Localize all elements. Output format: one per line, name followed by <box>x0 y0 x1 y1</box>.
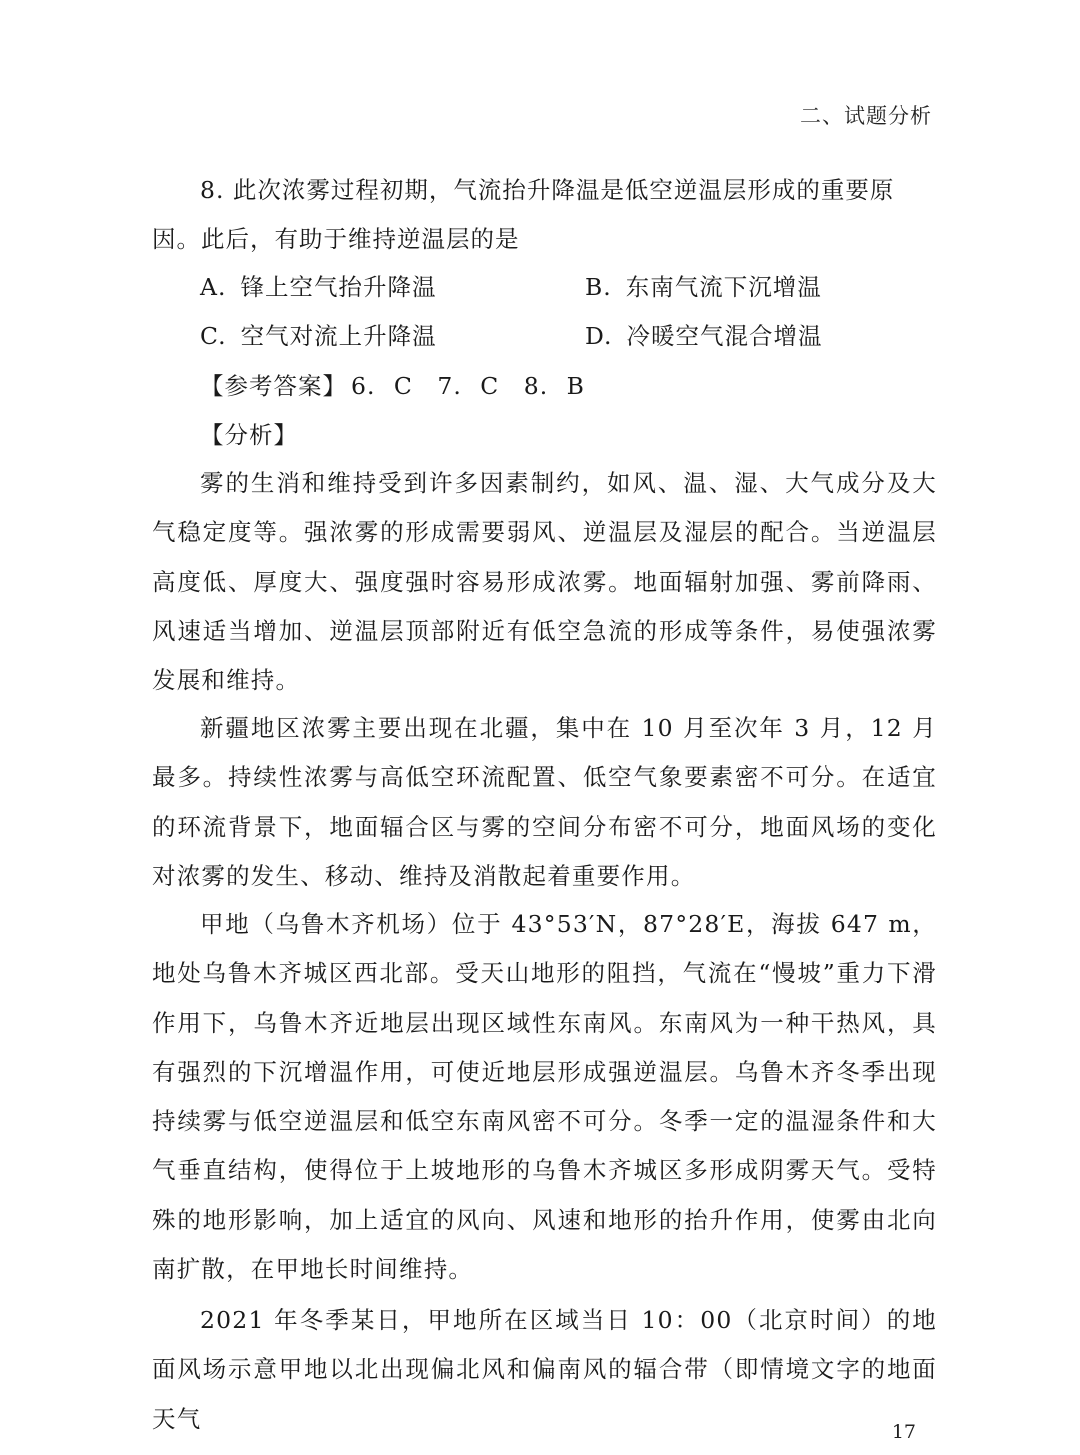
analysis-title: 【分析】 <box>200 421 298 449</box>
option-text: 东南气流下沉增温 <box>625 273 822 301</box>
option-text: 锋上空气抬升降温 <box>240 273 437 301</box>
option-letter: D. <box>585 322 613 350</box>
option-d <box>585 312 822 361</box>
paragraph-text: 甲地（乌鲁木齐机场）位于 43°53′N，87°28′E，海拔 647 m，地处乌鲁木齐城区西北部。受天山地形的阻挡，气流在“慢坡”重力下滑作用下，乌鲁木齐近地层出现区域性东南风。东南风为一种干热风，具有强烈的下沉增温作用，可使近地层形成强逆温层。乌鲁木齐冬季出现持续雾与低空逆温层和低空东南风密不可分。冬季一定的温湿条件和大气垂直结构，使得位于上坡地形的乌鲁木齐城区多形成阴雾天气。受特殊的地形影响，加上适宜的风向、风速和地形的抬升作用，使雾由北向南扩散，在甲地长时间维持。 <box>152 910 937 1284</box>
reference-answer <box>200 362 585 411</box>
question-stem: 8. 此次浓雾过程初期，气流抬升降温是低空逆温层形成的重要原因。此后，有助于维持逆温层的是 <box>152 176 895 253</box>
option-letter: C. <box>200 322 227 350</box>
analysis-paragraph-4 <box>152 1296 937 1444</box>
option-letter: B. <box>585 273 612 301</box>
option-text: 空气对流上升降温 <box>240 322 437 350</box>
answer-label: 【参考答案】 <box>200 372 347 400</box>
option-letter: A. <box>200 273 227 301</box>
analysis-paragraph-2 <box>152 704 937 901</box>
answer-values: 6. C 7. C 8. B <box>351 372 585 400</box>
option-c <box>200 312 437 361</box>
option-a <box>200 263 436 312</box>
page-number: 17 <box>891 1421 916 1443</box>
section-header: 二、试题分析 <box>800 104 932 128</box>
paragraph-text: 雾的生消和维持受到许多因素制约，如风、温、湿、大气成分及大气稳定度等。强浓雾的形成需要弱风、逆温层及湿层的配合。当逆温层高度低、厚度大、强度强时容易形成浓雾。地面辐射加强、雾前降雨、风速适当增加、逆温层顶部附近有低空急流的形成等条件，易使强浓雾发展和维持。 <box>152 469 937 695</box>
option-text: 冷暖空气混合增温 <box>626 322 823 350</box>
analysis-paragraph-1 <box>152 459 937 705</box>
option-b <box>585 263 822 312</box>
paragraph-text: 2021 年冬季某日，甲地所在区域当日 10：00（北京时间）的地面风场示意甲地以北出现偏北风和偏南风的辐合带（即情境文字的地面天气 <box>152 1306 937 1433</box>
paragraph-text: 新疆地区浓雾主要出现在北疆，集中在 10 月至次年 3 月，12 月最多。持续性浓雾与高低空环流配置、低空气象要素密不可分。在适宜的环流背景下，地面辐合区与雾的空间分布密不可分，地面风场的变化对浓雾的发生、移动、维持及消散起着重要作用。 <box>152 714 937 890</box>
analysis-paragraph-3 <box>152 900 937 1294</box>
